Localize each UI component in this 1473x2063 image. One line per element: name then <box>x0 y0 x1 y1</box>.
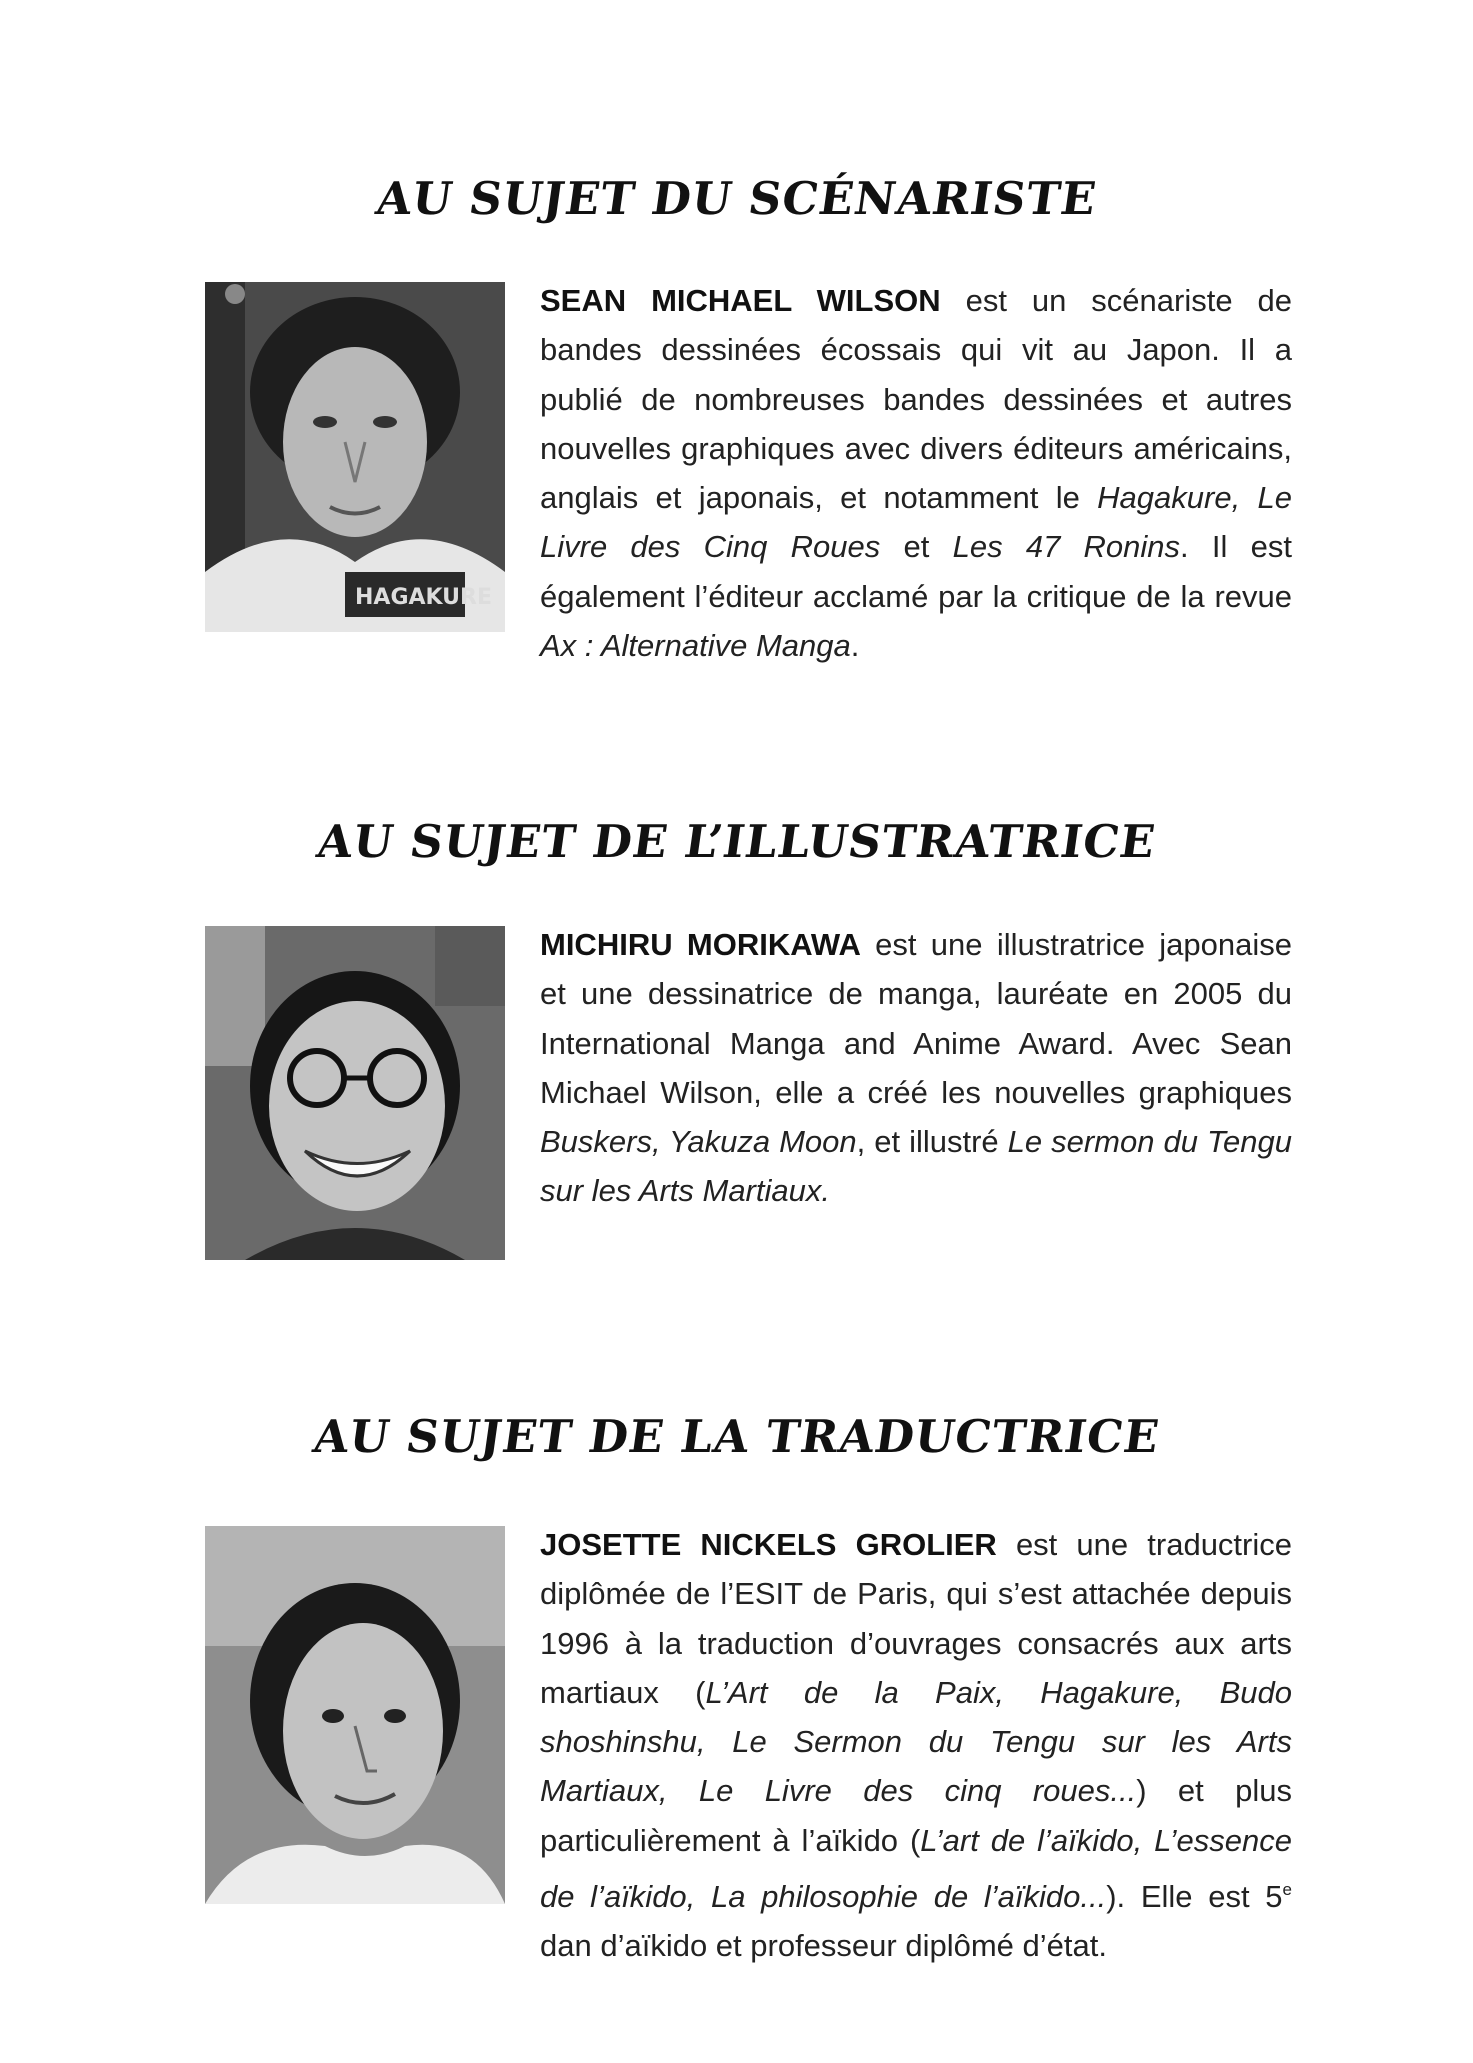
translator-photo <box>205 1526 505 1904</box>
bio-text: ) et plus particulièrement à l’aïkido ( <box>540 1773 1292 1858</box>
writer-bio <box>540 276 1292 670</box>
translator-name: JOSETTE NICKELS GROLIER <box>540 1527 997 1562</box>
writer-name: SEAN MICHAEL WILSON <box>540 283 941 318</box>
illustrator-name: MICHIRU MORIKAWA <box>540 927 861 962</box>
bio-title: Le sermon du Tengu sur les Arts Martiaux. <box>540 1124 1292 1209</box>
translator-bio <box>540 1520 1292 1971</box>
portrait-illustrator-icon <box>205 926 505 1260</box>
writer-photo <box>205 282 505 632</box>
bio-title: Ax : Alternative Manga <box>540 628 851 664</box>
illustrator-bio <box>540 920 1292 1216</box>
bio-title: Buskers, Yakuza Moon <box>540 1124 857 1160</box>
section-heading-translator: AU SUJET DE LA TRADUCTRICE <box>310 1410 1163 1463</box>
section-heading-illustrator: AU SUJET DE L’ILLUSTRATRICE <box>313 815 1160 868</box>
bio-title: Hagakure, Le Livre des Cinq Roues <box>540 480 1293 565</box>
bio-text: dan d’aïkido et professeur diplômé d’état. <box>540 1928 1107 1964</box>
bio-title: L’art de l’aïkido, L’essence de l’aïkido, La philosophie de l’aïkido... <box>540 1822 1292 1915</box>
superscript-e: e <box>1282 1880 1292 1900</box>
portrait-translator-icon <box>205 1526 505 1904</box>
svg-text:HAGAKURE: HAGAKURE <box>355 585 493 610</box>
bio-title: Les 47 Ronins <box>952 529 1181 565</box>
bio-title: L’Art de la Paix, Hagakure, Budo shoshinshu, Le Sermon du Tengu sur les Arts Martiaux, Le Livre des cinq roues... <box>540 1674 1292 1809</box>
bio-text: est une illustratrice japonaise et une dessinatrice de manga, lauréate en 2005 du International Manga and Anime Award. Avec Sean Michael Wilson, elle a créé les nouvelles graphiques <box>540 927 1292 1110</box>
bio-text: est un scénariste de bandes dessinées écossais qui vit au Japon. Il a publié de nombreuses bandes dessinées et autres nouvelles graphiques avec divers éditeurs américains, anglais et japonais, et notamment le <box>540 283 1292 516</box>
bio-text: . <box>850 628 860 664</box>
bio-text: et <box>880 529 953 565</box>
bio-text: ). Elle est 5 <box>1106 1879 1283 1915</box>
bio-text: est une traductrice diplômée de l’ESIT de Paris, qui s’est attachée depuis 1996 à la traduction d’ouvrages consacrés aux arts martiaux ( <box>540 1527 1292 1710</box>
bio-text: . Il est également l’éditeur acclamé par la critique de la revue <box>540 529 1292 614</box>
bio-text: , et illustré <box>856 1124 1008 1160</box>
section-heading-writer: AU SUJET DU SCÉNARISTE <box>372 172 1101 225</box>
illustrator-photo <box>205 926 505 1260</box>
portrait-writer-icon <box>205 282 505 632</box>
